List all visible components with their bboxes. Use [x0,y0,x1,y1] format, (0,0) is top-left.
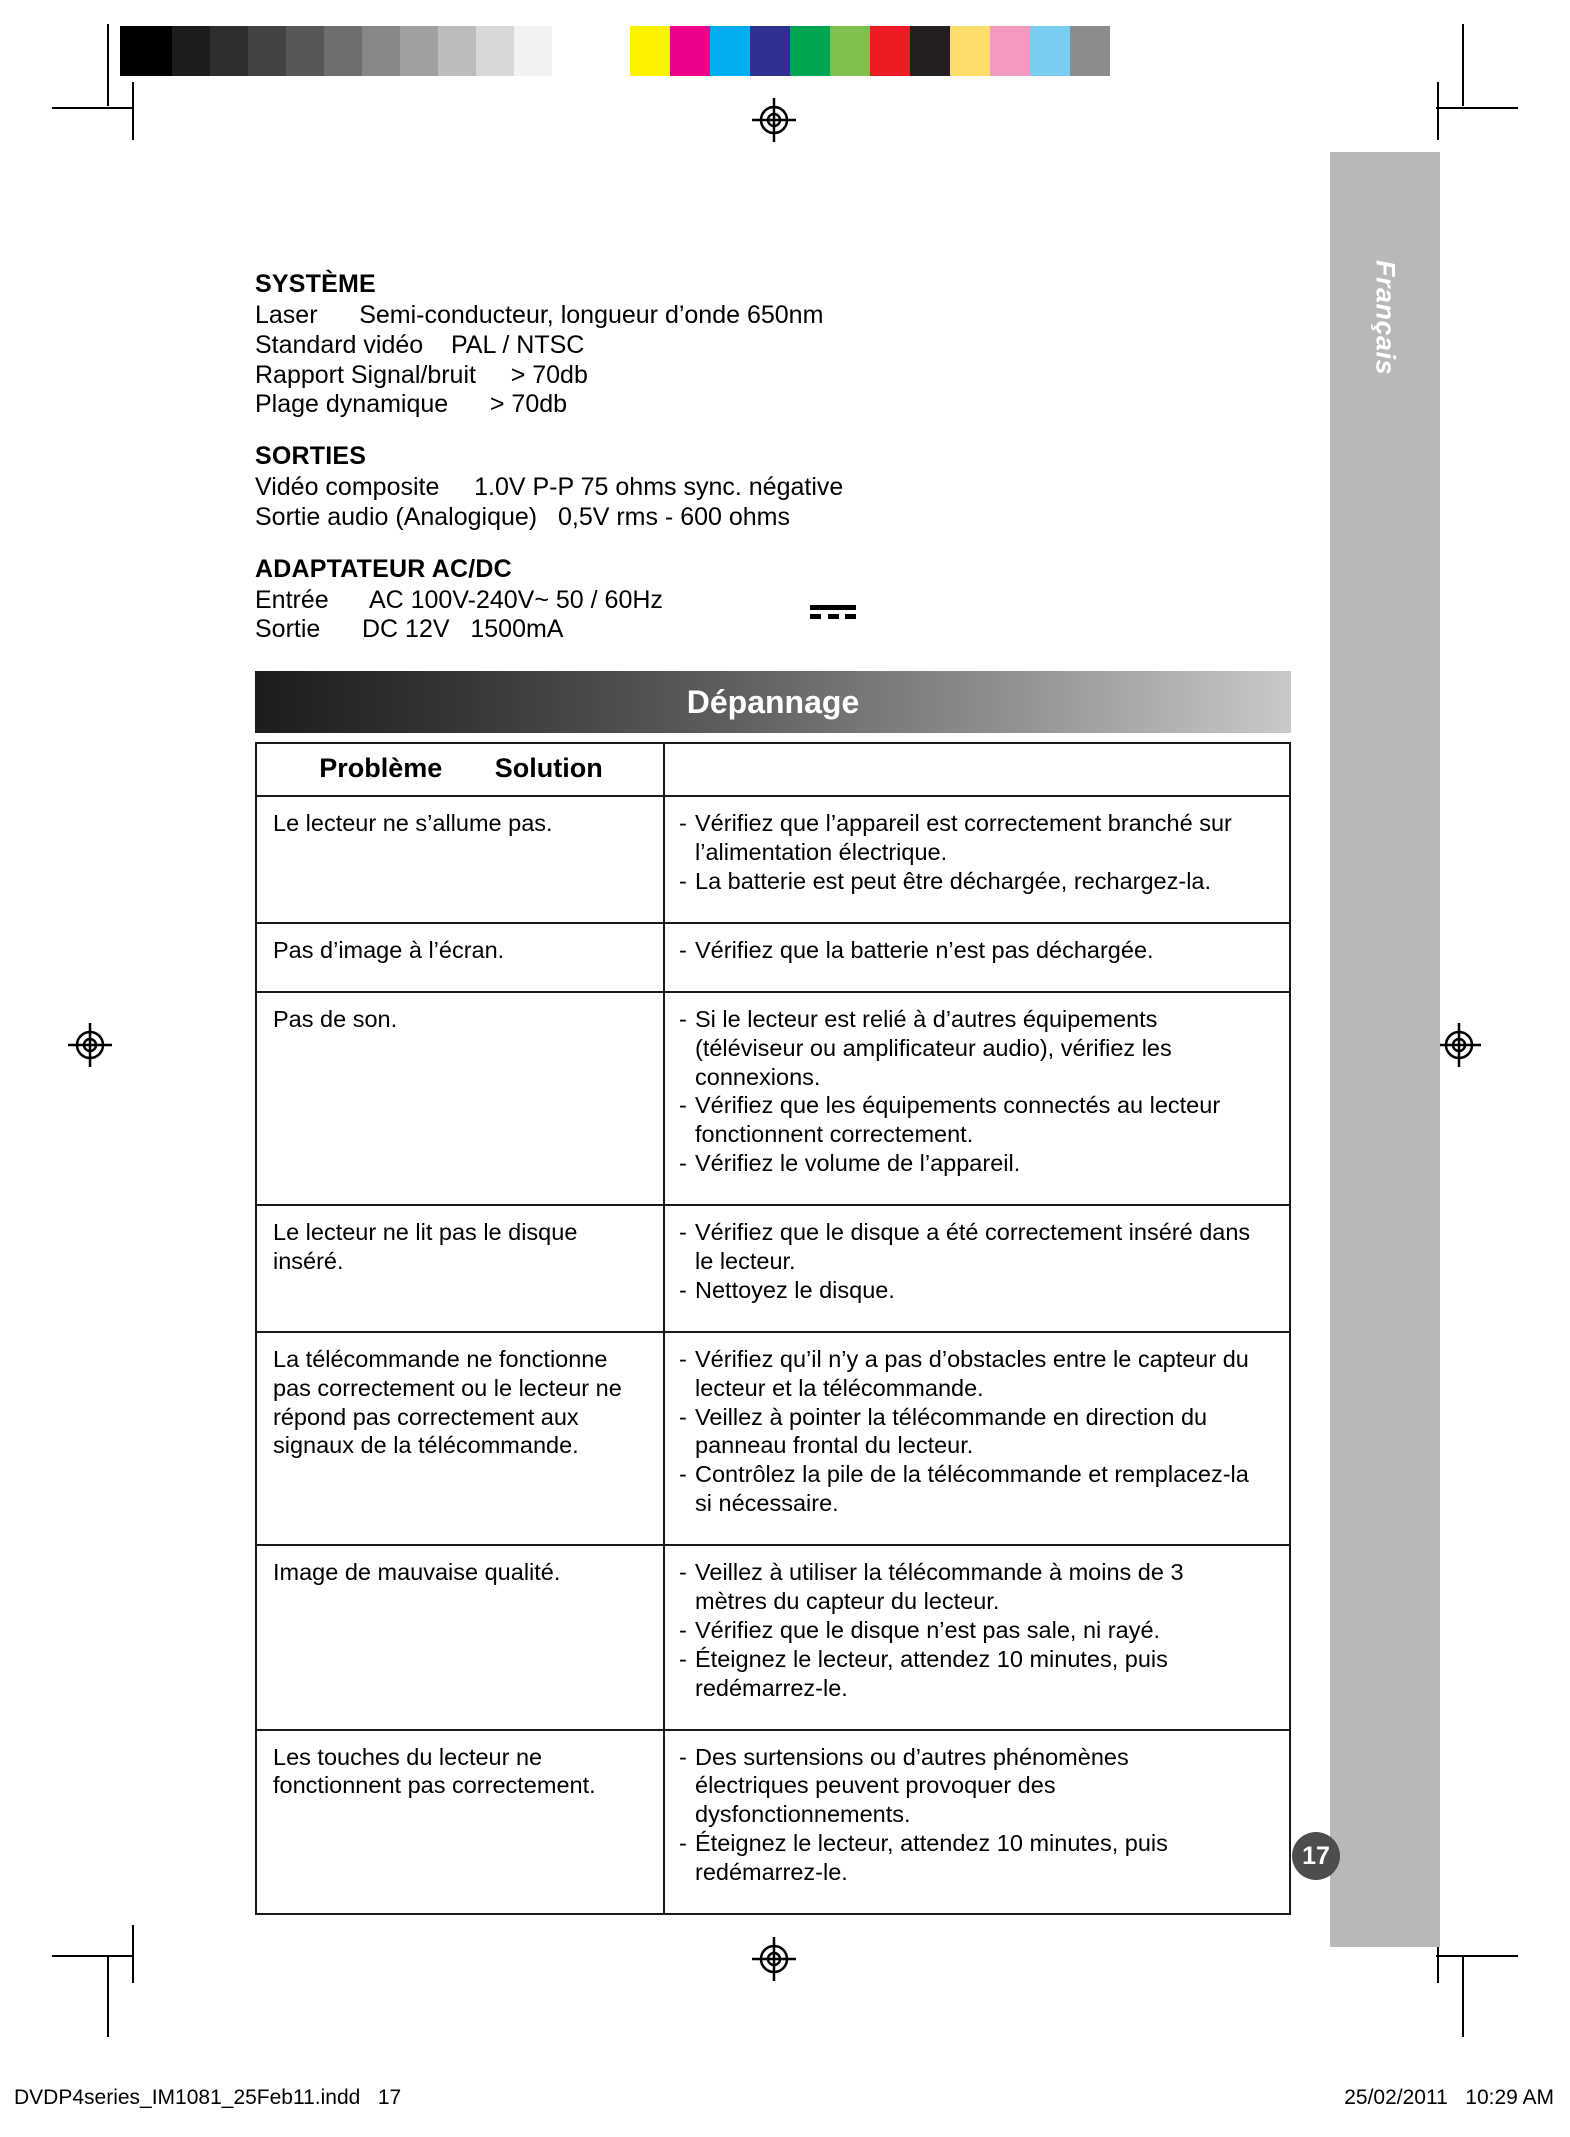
grayscale-swatch [476,26,514,76]
crop-mark-bottom-right-v [1462,1955,1464,2037]
bullet-dash-icon: - [679,1616,687,1643]
solution-bullet [679,1403,1281,1432]
bullet-dash-icon: - [679,867,687,894]
solution-cell [664,1545,1290,1729]
table-header-problem-solution [256,743,664,796]
solution-text: Nettoyez le disque. [695,1276,895,1303]
solution-text: lecteur et la télécommande. [695,1374,984,1401]
crop-mark-top-right-v2 [1437,82,1439,140]
color-swatch [670,26,710,76]
column-header-problem: Problème [319,753,443,783]
crop-mark-bottom-right-h [1436,1955,1518,1957]
bullet-dash-icon: - [679,1276,687,1303]
color-swatch [630,26,670,76]
solution-text: mètres du capteur du lecteur. [695,1588,1000,1615]
solution-cell [664,1332,1290,1545]
problem-cell: Pas d’image à l’écran. [256,923,664,992]
solution-text: La batterie est peut être déchargée, rechargez-la. [695,867,1212,894]
crop-mark-top-left-v [107,24,109,106]
crop-mark-bottom-left-h [52,1955,134,1957]
troubleshooting-table [255,742,1291,1915]
solution-text: électriques peuvent provoquer des [695,1772,1056,1799]
solution-cell [664,992,1290,1205]
spec-heading: SYSTÈME [255,270,376,298]
color-swatch [990,26,1030,76]
solution-cell [664,1205,1290,1332]
spec-block-systeme [255,270,1305,420]
color-swatch [950,26,990,76]
bullet-dash-icon: - [679,1005,687,1032]
bullet-dash-icon: - [679,1345,687,1372]
table-row [256,1205,1290,1332]
solution-bullet [679,1005,1281,1034]
spec-line: Plage dynamique > 70db [255,390,568,419]
prepress-timestamp: 25/02/2011 10:29 AM [1344,2086,1554,2109]
bullet-dash-icon: - [679,1645,687,1672]
prepress-color-bars [120,26,1110,76]
solution-bullet [679,1645,1281,1674]
grayscale-swatch [324,26,362,76]
spec-line: Standard vidéo PAL / NTSC [255,330,585,359]
bullet-dash-icon: - [679,1092,687,1119]
grayscale-swatch [286,26,324,76]
solution-text: Vérifiez que le disque n’est pas sale, ni rayé. [695,1616,1161,1643]
spec-heading: ADAPTATEUR AC/DC [255,554,512,583]
grayscale-swatch [362,26,400,76]
section-banner-title: Dépannage [686,683,860,720]
solution-bullet [679,809,1281,838]
spec-block-sorties [255,442,1305,533]
crop-mark-bottom-left-v2 [132,1925,134,1983]
solution-text: Vérifiez le volume de l’appareil. [695,1150,1021,1177]
grayscale-swatch [172,26,210,76]
color-swatch [870,26,910,76]
solution-text: Vérifiez que l’appareil est correctement branché sur [695,810,1232,837]
solution-text: Veillez à pointer la télécommande en direction du [695,1403,1208,1430]
table-row [256,796,1290,923]
solution-bullet [679,936,1281,965]
color-bar-group [630,26,1110,76]
dc-current-icon [810,605,856,619]
solution-text: Des surtensions ou d’autres phénomènes [695,1743,1129,1770]
solution-text: Vérifiez qu’il n’y a pas d’obstacles entre le capteur du [695,1345,1249,1372]
table-row [256,1332,1290,1545]
solution-text: Vérifiez que la batterie n’est pas déchargée. [695,936,1154,963]
solution-cell [664,923,1290,992]
solution-text: Vérifiez que les équipements connectés au lecteur [695,1092,1221,1119]
bullet-dash-icon: - [679,1150,687,1177]
solution-text: Éteignez le lecteur, attendez 10 minutes, puis [695,1645,1168,1672]
bullet-dash-icon: - [679,1461,687,1488]
column-header-solution: Solution [494,753,603,783]
color-swatch [830,26,870,76]
solution-cell [664,1730,1290,1914]
solution-text: si nécessaire. [695,1490,839,1517]
grayscale-swatch [210,26,248,76]
grayscale-swatch [514,26,552,76]
color-swatch [790,26,830,76]
spec-line: Laser Semi-conducteur, longueur d’onde 650nm [255,301,824,329]
spec-line: Rapport Signal/bruit > 70db [255,360,588,389]
solution-text: redémarrez-le. [695,1859,848,1886]
table-row [256,992,1290,1205]
crop-mark-top-right-h [1436,107,1518,109]
registration-target-icon-left [68,1023,112,1067]
registration-target-icon-top [752,98,796,142]
solution-bullet [679,1149,1281,1178]
registration-target-icon-bottom [752,1937,796,1981]
solution-text: l’alimentation électrique. [695,839,948,866]
solution-text: Vérifiez que le disque a été correctement inséré dans [695,1219,1251,1246]
spec-line: Sortie DC 12V 1500mA [255,615,564,644]
solution-text: Éteignez le lecteur, attendez 10 minutes, puis [695,1830,1168,1857]
spec-heading: SORTIES [255,442,367,470]
solution-bullet [679,1218,1281,1247]
table-header-row [256,743,1290,796]
bullet-dash-icon: - [679,1743,687,1770]
solution-bullet [679,1829,1281,1858]
bullet-dash-icon: - [679,1219,687,1246]
grayscale-swatch [438,26,476,76]
page-content [255,270,1305,1915]
table-row [256,923,1290,992]
registration-target-icon-right [1437,1023,1481,1067]
language-tab-label: Français [1370,259,1401,376]
grayscale-swatch [552,26,604,76]
table-header-right-empty [664,743,1290,796]
bullet-dash-icon: - [679,1559,687,1586]
grayscale-swatch [400,26,438,76]
color-swatch [1030,26,1070,76]
crop-mark-top-left-v2 [132,82,134,140]
spec-line: Sortie audio (Analogique) 0,5V rms - 600 ohms [255,502,790,531]
color-swatch [910,26,950,76]
solution-bullet [679,1345,1281,1374]
crop-mark-top-right-v [1462,24,1464,106]
problem-cell: Le lecteur ne s’allume pas. [256,796,664,923]
solution-bullet [679,867,1281,896]
solution-text: Contrôlez la pile de la télécommande et remplacez-la [695,1461,1249,1488]
color-swatch [710,26,750,76]
solution-bullet [679,1616,1281,1645]
language-tab [1330,152,1440,1947]
section-banner [255,671,1291,733]
solution-bullet [679,1743,1281,1772]
problem-cell: La télécommande ne fonctionne pas correctement ou le lecteur ne répond pas correctement aux signaux de la télécommande. [256,1332,664,1545]
solution-cell [664,796,1290,923]
spec-block-adaptateur [255,555,1305,646]
solution-text: dysfonctionnements. [695,1801,911,1828]
solution-text: Si le lecteur est relié à d’autres équipements [695,1005,1158,1032]
page-number-badge: 17 [1292,1832,1340,1880]
solution-text: (téléviseur ou amplificateur audio), vérifiez les [695,1034,1172,1061]
problem-cell: Pas de son. [256,992,664,1205]
solution-bullet [679,1276,1281,1305]
bullet-dash-icon: - [679,1830,687,1857]
bullet-dash-icon: - [679,1403,687,1430]
crop-mark-top-left-h [52,107,134,109]
solution-bullet [679,1091,1281,1120]
table-row [256,1545,1290,1729]
grayscale-swatch [248,26,286,76]
solution-bullet [679,1460,1281,1489]
problem-cell: Les touches du lecteur ne fonctionnent pas correctement. [256,1730,664,1914]
grayscale-swatch [120,26,172,76]
solution-bullet [679,1558,1281,1587]
bullet-dash-icon: - [679,810,687,837]
crop-mark-bottom-left-v [107,1955,109,2037]
solution-text: fonctionnent correctement. [695,1121,974,1148]
solution-text: Veillez à utiliser la télécommande à moins de 3 [695,1559,1184,1586]
solution-text: connexions. [695,1063,821,1090]
grayscale-bar-group [120,26,604,76]
table-row [256,1730,1290,1914]
spec-line: Entrée AC 100V-240V~ 50 / 60Hz [255,585,663,614]
solution-text: panneau frontal du lecteur. [695,1432,974,1459]
spec-line: Vidéo composite 1.0V P-P 75 ohms sync. négative [255,473,844,501]
solution-text: le lecteur. [695,1248,796,1274]
color-swatch [1070,26,1110,76]
problem-cell: Le lecteur ne lit pas le disque inséré. [256,1205,664,1332]
bullet-dash-icon: - [679,936,687,963]
solution-text: redémarrez-le. [695,1674,848,1701]
prepress-file-info: DVDP4series_IM1081_25Feb11.indd 17 [14,2086,402,2109]
color-swatch [750,26,790,76]
problem-cell: Image de mauvaise qualité. [256,1545,664,1729]
